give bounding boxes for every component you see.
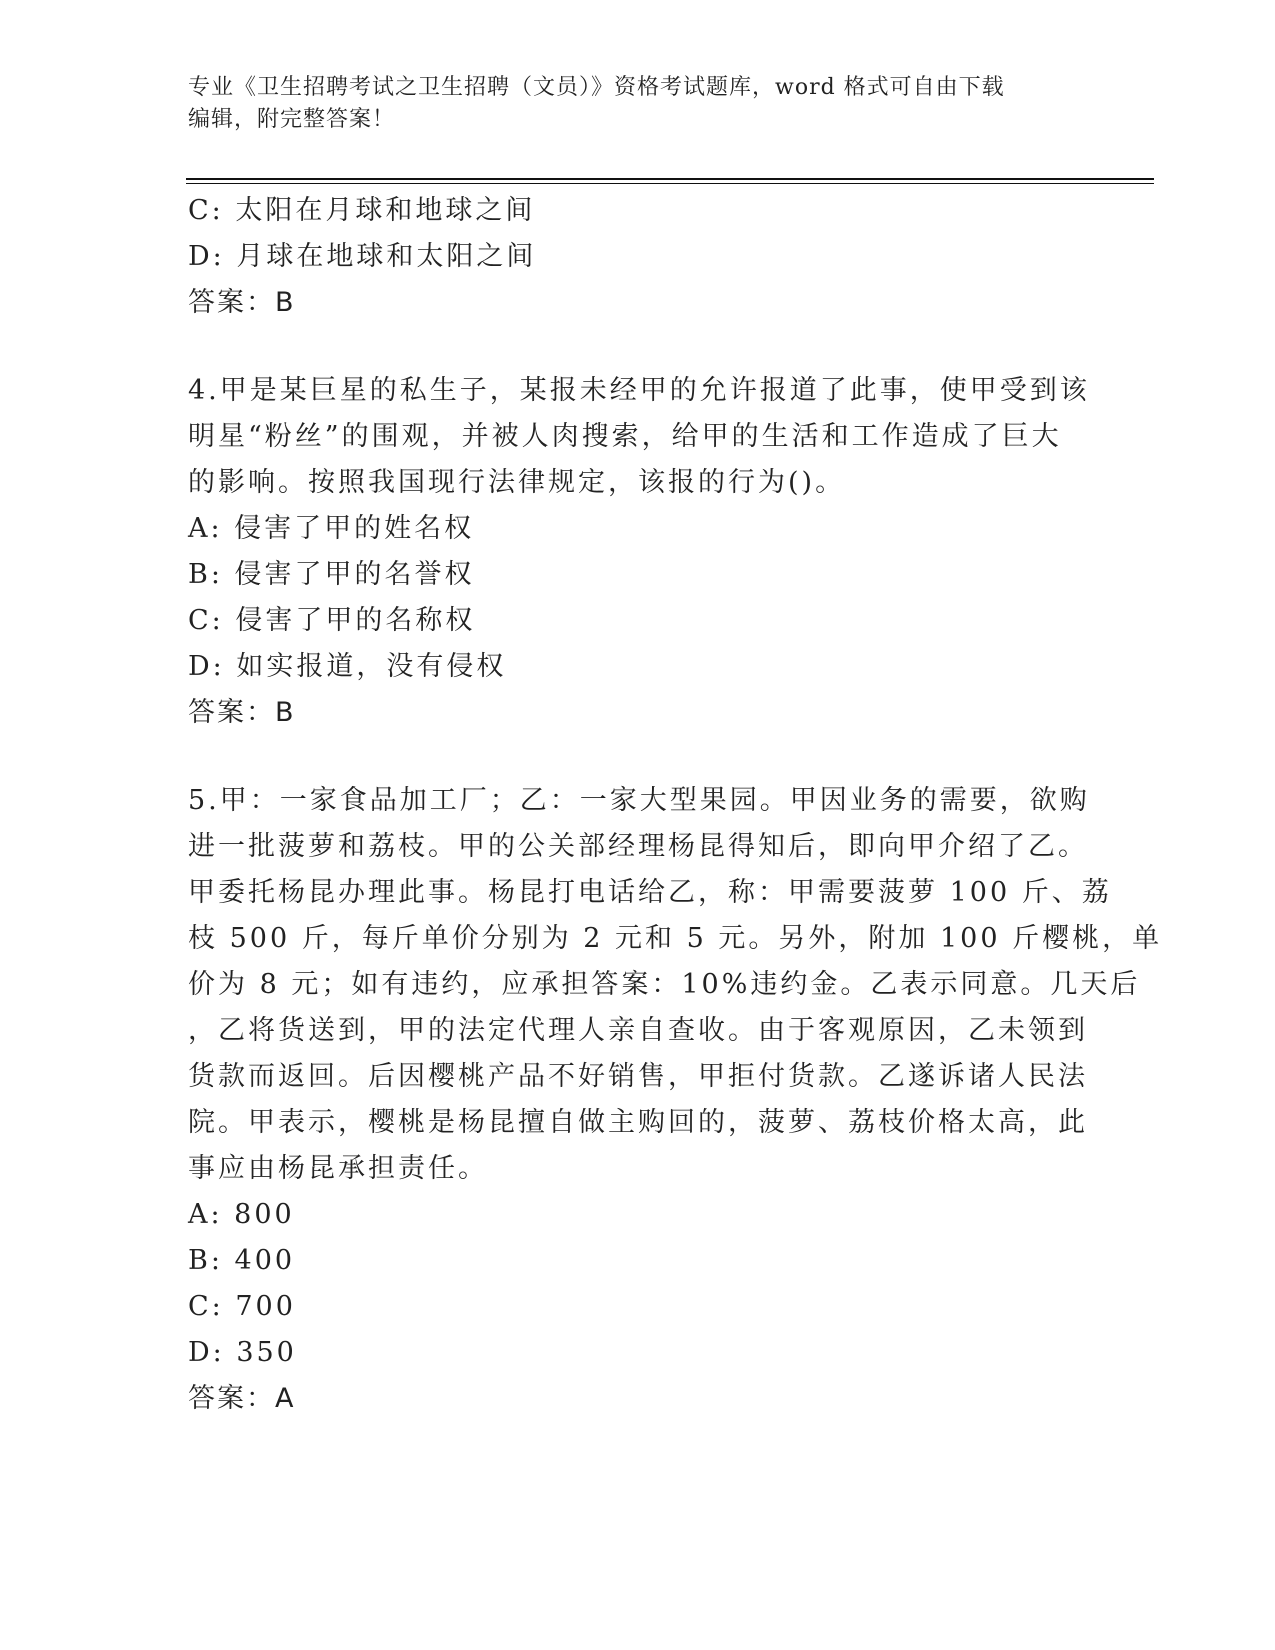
option-c: C: 太阳在月球和地球之间	[188, 195, 536, 226]
answer-line: 答案：A	[188, 1383, 296, 1414]
question-text-line: 货款而返回。后因樱桃产品不好销售，甲拒付货款。乙遂诉诸人民法	[188, 1061, 1088, 1092]
option-a: A: 800	[188, 1199, 295, 1230]
document-header	[188, 72, 1088, 136]
header-line-2: 编辑，附完整答案！	[188, 107, 396, 132]
header-divider-thin	[186, 183, 1154, 184]
option-c: C: 侵害了甲的名称权	[188, 605, 476, 636]
question-text-line: 明星“粉丝”的围观，并被人肉搜索，给甲的生活和工作造成了巨大	[188, 421, 1062, 452]
question-text-line: 价为 8 元；如有违约，应承担答案：10%违约金。乙表示同意。几天后	[188, 969, 1141, 1000]
question-text-line: 5.甲：一家食品加工厂；乙：一家大型果园。甲因业务的需要，欲购	[188, 785, 1090, 816]
question-text-line: 的影响。按照我国现行法律规定，该报的行为()。	[188, 467, 846, 498]
spacer	[188, 326, 1088, 368]
question-text	[188, 778, 1163, 1192]
question-text-line: 4.甲是某巨星的私生子，某报未经甲的允许报道了此事，使甲受到该	[188, 375, 1090, 406]
option-d: D: 如实报道，没有侵权	[188, 651, 507, 682]
spacer	[188, 736, 1088, 778]
document-body	[188, 188, 1163, 1422]
question-3-tail	[188, 188, 1088, 326]
question-text-line: 甲委托杨昆办理此事。杨昆打电话给乙，称：甲需要菠萝 100 斤、荔	[188, 877, 1112, 908]
question-text-line: 枝 500 斤，每斤单价分别为 2 元和 5 元。另外，附加 100 斤樱桃，单	[188, 923, 1163, 954]
question-text-line: 进一批菠萝和荔枝。甲的公关部经理杨昆得知后，即向甲介绍了乙。	[188, 831, 1088, 862]
header-line-1: 专业《卫生招聘考试之卫生招聘（文员）》资格考试题库，word 格式可自由下载	[188, 75, 1005, 100]
option-d: D: 月球在地球和太阳之间	[188, 241, 537, 272]
option-c: C: 700	[188, 1291, 296, 1322]
option-d: D: 350	[188, 1337, 297, 1368]
question-text	[188, 368, 1088, 506]
header-divider-thick	[186, 178, 1154, 180]
question-text-line: 事应由杨昆承担责任。	[188, 1153, 488, 1184]
option-b: B: 400	[188, 1245, 296, 1276]
question-text-line: ，乙将货送到，甲的法定代理人亲自查收。由于客观原因，乙未领到	[188, 1015, 1088, 1046]
option-b: B: 侵害了甲的名誉权	[188, 559, 475, 590]
answer-line: 答案：B	[188, 697, 296, 728]
question-text-line: 院。甲表示，樱桃是杨昆擅自做主购回的，菠萝、荔枝价格太高，此	[188, 1107, 1088, 1138]
option-a: A: 侵害了甲的姓名权	[188, 513, 475, 544]
question-4	[188, 368, 1088, 736]
answer-line: 答案：B	[188, 287, 296, 318]
question-5	[188, 778, 1163, 1422]
